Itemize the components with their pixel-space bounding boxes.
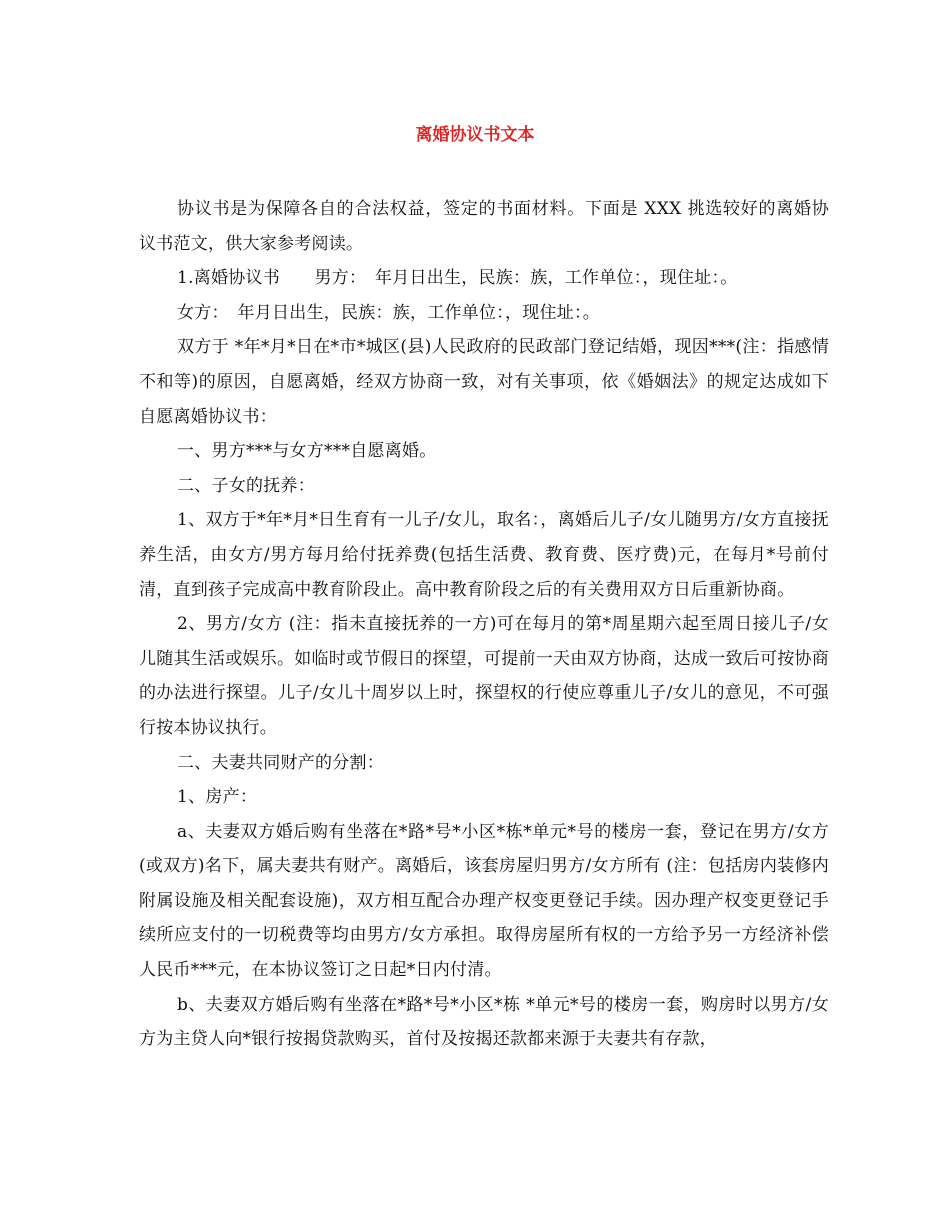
document-title: 离婚协议书文本 <box>415 125 535 145</box>
paragraph-house-a: a、夫妻双方婚后购有坐落在*路*号*小区*栋*单元*号的楼房一套，登记在男方/女方(或双方)名下，属夫妻共有财产。离婚后，该套房屋归男方/女方所有 (注：包括房内装修内附属设施及相关配套设施)，双方相互配合办理产权变更登记手续。因办理产权变更登记手续所应支付的一切税费等均由男方/女方承担。取得房屋所有权的一方给予另一方经济补偿人民币***元，在本协议签订之日起*日内付清。 <box>139 821 829 981</box>
paragraph-female-party: 女方： 年月日出生，民族：族，工作单位：，现住址：。 <box>177 302 600 323</box>
paragraph-intro: 协议书是为保障各自的合法权益，签定的书面材料。下面是 XXX 挑选较好的离婚协议书范文，供大家参考阅读。 <box>139 199 829 254</box>
paragraph-male-party: 1.离婚协议书 男方： 年月日出生，民族：族，工作单位：，现住址：。 <box>177 268 738 289</box>
paragraph-heading-real-estate: 1、房产： <box>177 787 258 808</box>
paragraph-heading-children: 二、子女的抚养： <box>177 475 315 496</box>
paragraph-child-custody: 1、双方于*年*月*日生育有一儿子/女儿，取名：，离婚后儿子/女儿随男方/女方直接抚养生活，由女方/男方每月给付抚养费(包括生活费、教育费、医疗费)元，在每月*号前付清，直到孩子完成高中教育阶段止。高中教育阶段之后的有关费用双方日后重新协商。 <box>139 510 829 600</box>
paragraph-heading-property: 二、夫妻共同财产的分割： <box>177 752 384 773</box>
paragraph-clause-divorce: 一、男方***与女方***自愿离婚。 <box>177 441 437 462</box>
paragraph-visitation: 2、男方/女方 (注：指未直接抚养的一方)可在每月的第*周星期六起至周日接儿子/女儿随其生活或娱乐。如临时或节假日的探望，可提前一天由双方协商，达成一致后可按协商的办法进行探望。儿子/女儿十周岁以上时，探望权的行使应尊重儿子/女儿的意见，不可强行按本协议执行。 <box>139 614 829 738</box>
document-body <box>139 192 829 1057</box>
paragraph-marriage-registration: 双方于 *年*月*日在*市*城区(县)人民政府的民政部门登记结婚，现因***(注：指感情不和等)的原因，自愿离婚，经双方协商一致，对有关事项，依《婚姻法》的规定达成如下自愿离婚协议书： <box>139 337 829 427</box>
paragraph-house-b: b、夫妻双方婚后购有坐落在*路*号*小区*栋 *单元*号的楼房一套，购房时以男方/女方为主贷人向*银行按揭贷款购买，首付及按揭还款都来源于夫妻共有存款， <box>139 994 829 1050</box>
